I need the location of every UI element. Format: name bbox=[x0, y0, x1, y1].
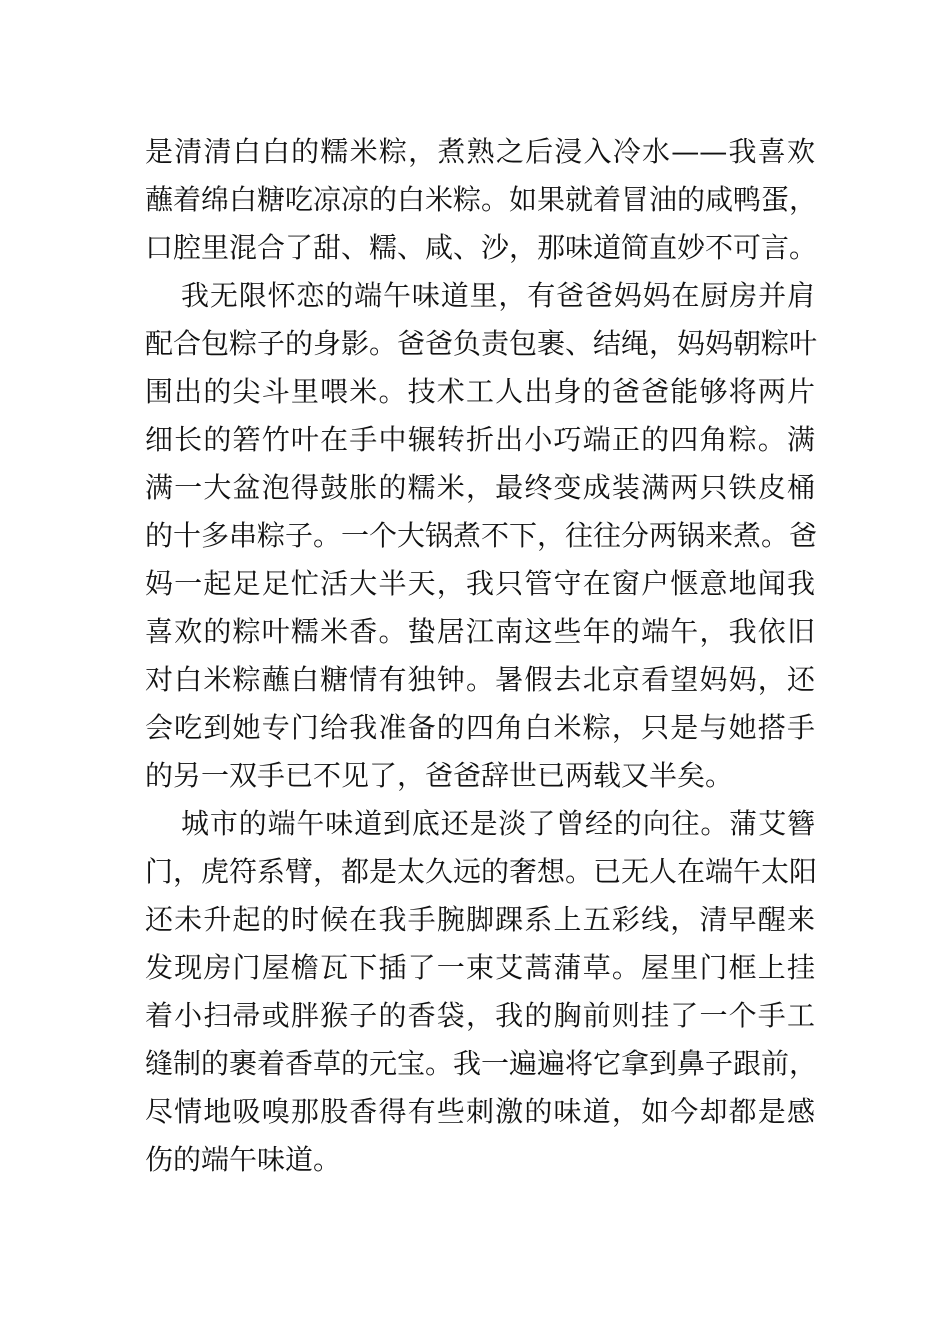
text-line: 会吃到她专门给我准备的四角白米粽，只是与她搭手 bbox=[145, 711, 815, 744]
text-line: 喜欢的粽叶糯米香。蛰居江南这些年的端午，我依旧 bbox=[145, 615, 815, 648]
text-line: 配合包粽子的身影。爸爸负责包裹、结绳，妈妈朝粽叶 bbox=[145, 327, 818, 360]
body-text bbox=[145, 128, 818, 1184]
text-line: 围出的尖斗里喂米。技术工人出身的爸爸能够将两片 bbox=[145, 375, 815, 408]
text-line: 是清清白白的糯米粽，煮熟之后浸入冷水——我喜欢 bbox=[145, 135, 815, 168]
text-line: 还未升起的时候在我手腕脚踝系上五彩线，清早醒来 bbox=[145, 903, 815, 936]
text-line: 满一大盆泡得鼓胀的糯米，最终变成装满两只铁皮桶 bbox=[145, 471, 815, 504]
text-line: 的另一双手已不见了，爸爸辞世已两载又半矣。 bbox=[145, 759, 734, 792]
paragraph-2 bbox=[145, 272, 818, 800]
text-line: 蘸着绵白糖吃凉凉的白米粽。如果就着冒油的咸鸭蛋， bbox=[145, 183, 818, 216]
text-line: 缝制的裹着香草的元宝。我一遍遍将它拿到鼻子跟前， bbox=[145, 1047, 818, 1080]
text-line: 尽情地吸嗅那股香得有些刺激的味道，如今却都是感 bbox=[145, 1095, 815, 1128]
paragraph-3 bbox=[145, 800, 818, 1184]
text-line: 着小扫帚或胖猴子的香袋，我的胸前则挂了一个手工 bbox=[145, 999, 815, 1032]
text-line: 口腔里混合了甜、糯、咸、沙，那味道简直妙不可言。 bbox=[145, 231, 818, 264]
text-line: 门，虎符系臂，都是太久远的奢想。已无人在端午太阳 bbox=[145, 855, 818, 888]
paragraph-1 bbox=[145, 128, 818, 272]
text-line: 细长的箬竹叶在手中辗转折出小巧端正的四角粽。满 bbox=[145, 423, 815, 456]
text-line: 的十多串粽子。一个大锅煮不下，往往分两锅来煮。爸 bbox=[145, 519, 818, 552]
text-line: 对白米粽蘸白糖情有独钟。暑假去北京看望妈妈，还 bbox=[145, 663, 815, 696]
text-line: 伤的端午味道。 bbox=[145, 1143, 342, 1176]
text-line: 城市的端午味道到底还是淡了曾经的向往。蒲艾簪 bbox=[181, 807, 815, 840]
text-line: 发现房门屋檐瓦下插了一束艾蒿蒲草。屋里门框上挂 bbox=[145, 951, 815, 984]
text-line: 我无限怀恋的端午味道里，有爸爸妈妈在厨房并肩 bbox=[181, 279, 815, 312]
text-line: 妈一起足足忙活大半天，我只管守在窗户惬意地闻我 bbox=[145, 567, 815, 600]
